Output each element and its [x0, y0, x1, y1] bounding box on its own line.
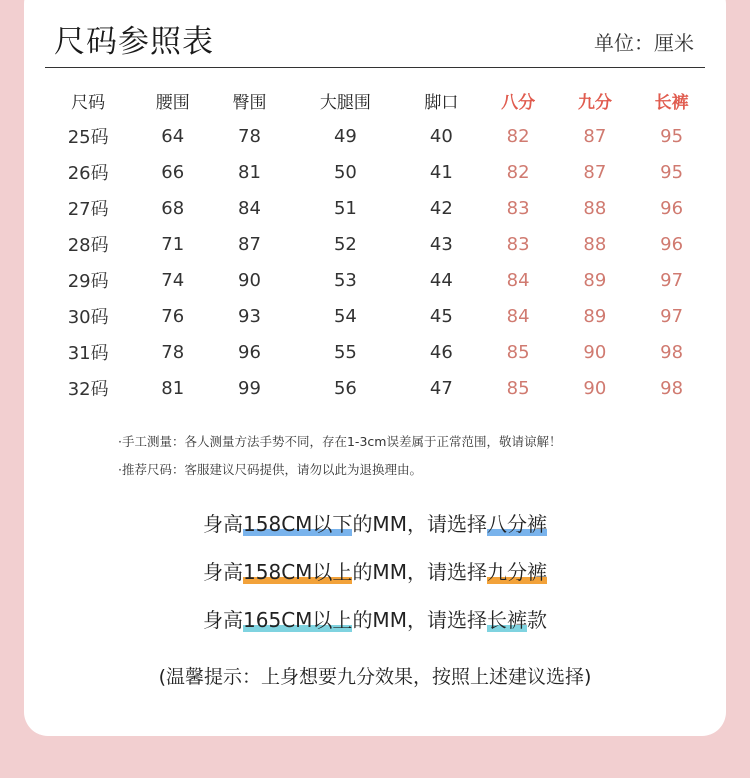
- column-header: 脚口: [424, 92, 459, 113]
- size-table: [42, 82, 710, 406]
- column-header: 腰围: [155, 92, 190, 113]
- table-cell: 81: [238, 161, 261, 183]
- table-cell: 85: [506, 341, 530, 363]
- table-cell: 54: [333, 305, 357, 327]
- column-header: 长裤: [654, 92, 689, 113]
- table-cell: 51: [333, 197, 357, 219]
- table-cell: 32码: [67, 379, 109, 400]
- column-header: 大腿围: [319, 92, 371, 113]
- table-cell: 90: [583, 341, 607, 363]
- note-hand-measure: ·手工测量：各人测量方法手势不同，存在1-3cm误差属于正常范围，敬请谅解！: [118, 434, 562, 449]
- table-cell: 31码: [67, 343, 109, 364]
- table-cell: 89: [583, 305, 607, 327]
- table-row: [42, 334, 710, 370]
- table-cell: 41: [429, 161, 453, 183]
- table-cell: 88: [583, 197, 607, 219]
- column-header: 尺码: [71, 92, 106, 113]
- table-cell: 45: [429, 305, 453, 327]
- table-cell: 85: [506, 377, 530, 399]
- table-cell: 83: [506, 233, 530, 255]
- table-cell: 42: [429, 197, 453, 219]
- table-cell: 43: [429, 233, 453, 255]
- table-cell: 96: [660, 233, 684, 255]
- rec-style-highlight: 九分裤: [487, 556, 547, 585]
- warm-tip: (温馨提示：上身想要九分效果，按照上述建议选择): [158, 666, 592, 688]
- recommendation-line: [0, 508, 750, 537]
- table-cell: 84: [506, 305, 530, 327]
- table-cell: 95: [660, 161, 684, 183]
- table-cell: 88: [583, 233, 607, 255]
- table-cell: 40: [429, 125, 453, 147]
- rec-height-highlight: 165CM以上: [243, 604, 352, 633]
- table-row: [42, 370, 710, 406]
- rec-text: 身高: [203, 608, 244, 632]
- table-cell: 46: [429, 341, 453, 363]
- page-title: 尺码参照表: [54, 24, 214, 60]
- table-cell: 66: [161, 161, 185, 183]
- table-cell: 27码: [67, 199, 109, 220]
- table-cell: 44: [429, 269, 453, 291]
- table-cell: 76: [161, 305, 185, 327]
- note-recommend-size: ·推荐尺码：客服建议尺码提供，请勿以此为退换理由。: [118, 462, 422, 477]
- table-cell: 98: [660, 377, 684, 399]
- table-row: [42, 118, 710, 154]
- recommendation-line: [0, 556, 750, 585]
- table-cell: 28码: [67, 235, 109, 256]
- table-row: [42, 154, 710, 190]
- table-cell: 89: [583, 269, 607, 291]
- table-cell: 98: [660, 341, 684, 363]
- rec-height-highlight: 158CM以下: [243, 508, 352, 537]
- table-cell: 71: [161, 233, 185, 255]
- table-cell: 87: [583, 161, 607, 183]
- size-table-body: [42, 118, 710, 406]
- table-cell: 26码: [67, 163, 109, 184]
- table-cell: 81: [161, 377, 185, 399]
- table-cell: 87: [583, 125, 607, 147]
- column-header: 九分: [577, 92, 612, 113]
- table-cell: 84: [238, 197, 261, 219]
- table-cell: 82: [506, 125, 530, 147]
- rec-text: 的MM，请选择: [352, 560, 487, 584]
- rec-text: 身高: [203, 512, 244, 536]
- rec-style-highlight: 长裤: [487, 604, 527, 633]
- table-cell: 78: [161, 341, 185, 363]
- table-cell: 95: [660, 125, 684, 147]
- rec-text: 款: [526, 608, 547, 632]
- table-header-row: [42, 82, 710, 118]
- table-cell: 29码: [67, 271, 109, 292]
- table-cell: 56: [333, 377, 357, 399]
- table-cell: 68: [161, 197, 185, 219]
- column-header: 八分: [501, 92, 536, 113]
- table-row: [42, 298, 710, 334]
- table-cell: 96: [238, 341, 261, 363]
- table-cell: 53: [333, 269, 357, 291]
- title-divider: [45, 67, 705, 68]
- rec-text: 的MM，请选择: [352, 608, 487, 632]
- table-row: [42, 190, 710, 226]
- table-cell: 82: [506, 161, 530, 183]
- table-cell: 55: [333, 341, 357, 363]
- table-row: [42, 262, 710, 298]
- table-cell: 97: [660, 269, 684, 291]
- table-cell: 87: [238, 233, 261, 255]
- table-cell: 99: [238, 377, 261, 399]
- table-cell: 74: [161, 269, 185, 291]
- table-cell: 90: [583, 377, 607, 399]
- table-cell: 52: [333, 233, 357, 255]
- unit-label: 单位：厘米: [594, 31, 694, 55]
- rec-style-highlight: 八分裤: [487, 508, 547, 537]
- table-cell: 49: [333, 125, 357, 147]
- rec-text: 身高: [203, 560, 244, 584]
- rec-text: 的MM，请选择: [352, 512, 487, 536]
- table-cell: 78: [238, 125, 261, 147]
- table-cell: 84: [506, 269, 530, 291]
- table-cell: 90: [238, 269, 261, 291]
- recommendation-line: [0, 604, 750, 633]
- table-cell: 50: [333, 161, 357, 183]
- table-row: [42, 226, 710, 262]
- table-cell: 30码: [67, 307, 109, 328]
- rec-height-highlight: 158CM以上: [243, 556, 352, 585]
- measurement-notes: [118, 428, 561, 484]
- column-header: 臀围: [232, 92, 267, 113]
- table-cell: 83: [506, 197, 530, 219]
- table-cell: 25码: [67, 127, 109, 148]
- table-cell: 96: [660, 197, 684, 219]
- table-cell: 97: [660, 305, 684, 327]
- table-cell: 64: [161, 125, 185, 147]
- table-cell: 47: [429, 377, 453, 399]
- table-cell: 93: [238, 305, 261, 327]
